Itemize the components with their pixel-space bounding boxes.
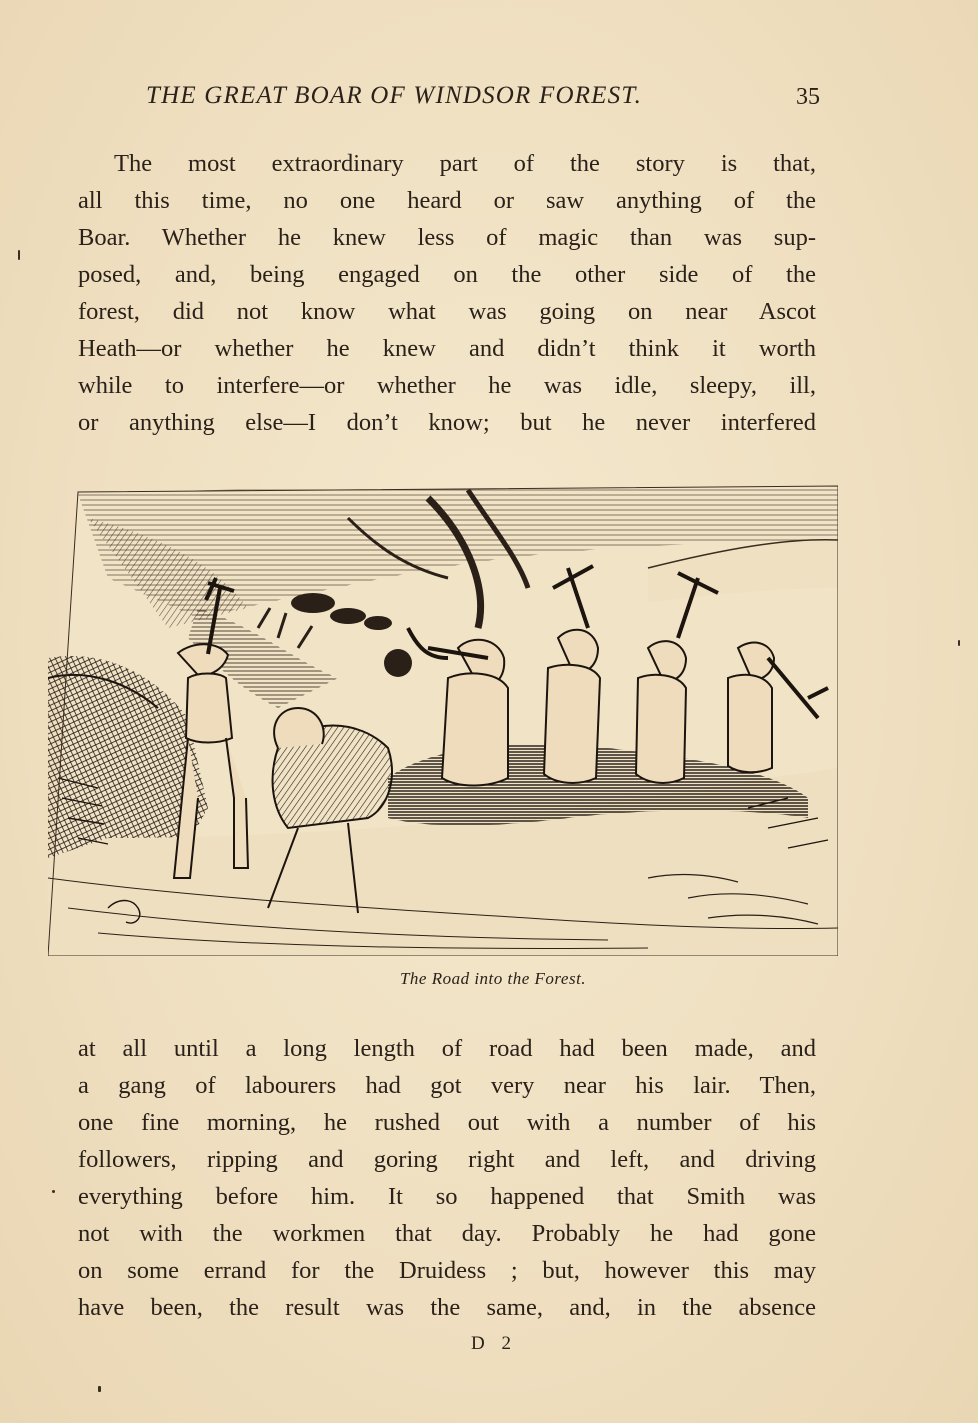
text-line: Boar. Whether he knew less of magic than was sup- [78,224,816,251]
text-line: at all until a long length of road had been made, and [78,1035,816,1062]
engraving-illustration [48,478,838,956]
signature-mark: D 2 [471,1333,517,1354]
ink-speck [52,1190,55,1193]
ink-speck [98,1386,101,1392]
text-line: followers, ripping and goring right and left, and driving [78,1146,816,1173]
text-line: a gang of labourers had got very near his lair. Then, [78,1072,816,1099]
body-text-top [78,145,816,441]
text-line: The most extraordinary part of the story is that, [114,150,816,177]
text-line: one fine morning, he rushed out with a number of his [78,1109,816,1136]
text-line: have been, the result was the same, and, in the absence [78,1294,816,1321]
running-title: THE GREAT BOAR OF WINDSOR FOREST. [146,82,643,109]
figure-caption: The Road into the Forest. [399,969,587,988]
text-line: everything before him. It so happened that Smith was [78,1183,816,1210]
ink-speck [18,250,20,260]
text-line: posed, and, being engaged on the other side of the [78,261,816,288]
text-line: Heath—or whether he knew and didn’t think it worth [78,335,816,362]
page-number: 35 [796,84,820,110]
text-line: or anything else—I don’t know; but he never interfered [78,409,816,436]
body-text-bottom [78,1030,816,1326]
text-line: forest, did not know what was going on near Ascot [78,298,816,325]
text-line: not with the workmen that day. Probably he had gone [78,1220,816,1247]
running-head [78,82,820,118]
text-line: on some errand for the Druidess ; but, however this may [78,1257,816,1284]
text-line: while to interfere—or whether he was idle, sleepy, ill, [78,372,816,399]
text-line: all this time, no one heard or saw anything of the [78,187,816,214]
ink-speck [958,640,960,646]
